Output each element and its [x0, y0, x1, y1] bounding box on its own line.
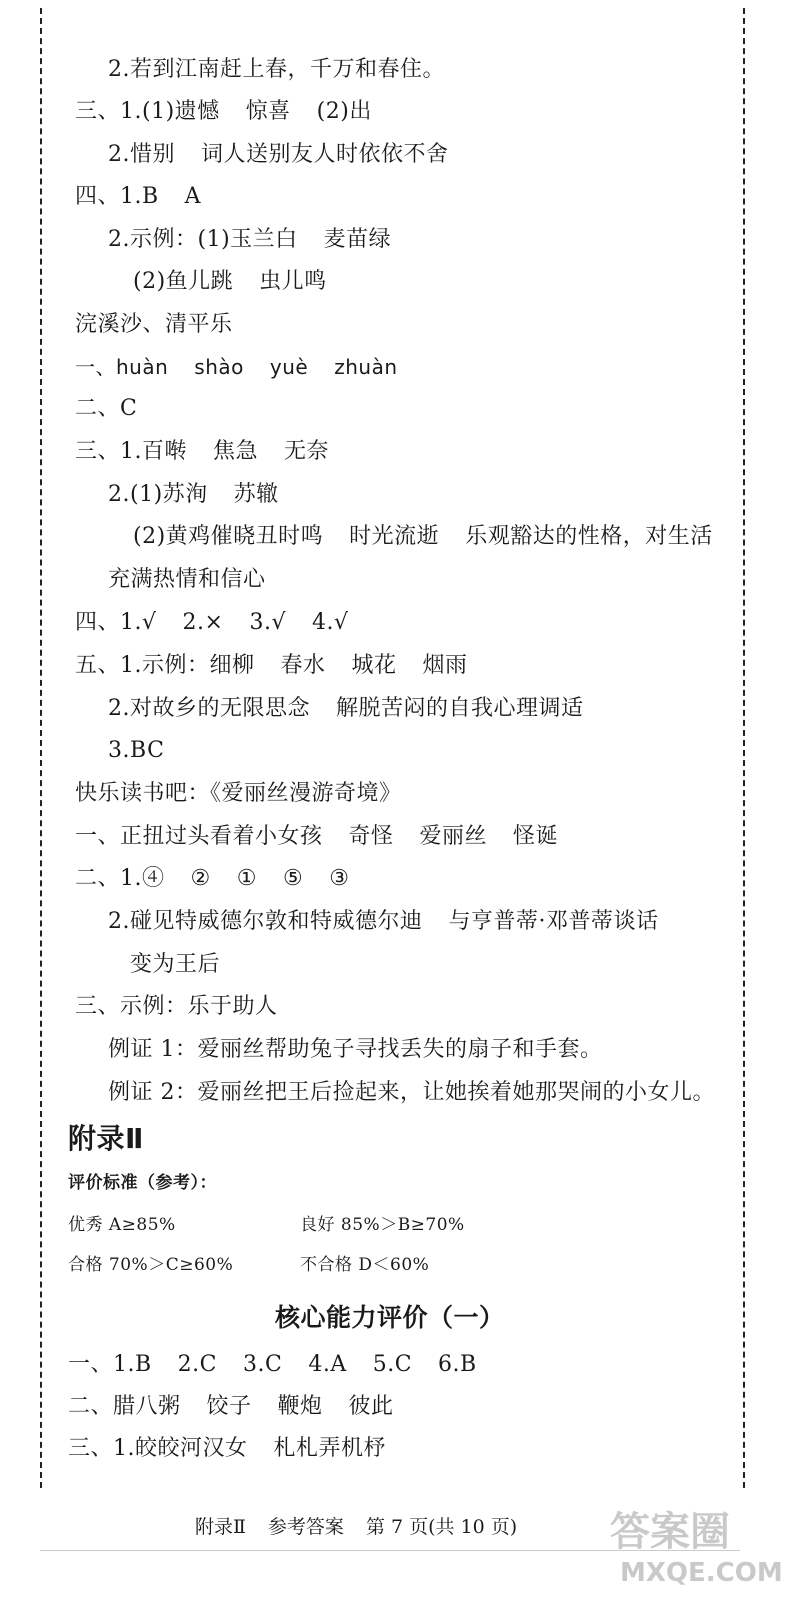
line-text: (2)黄鸡催晓丑时鸣	[133, 524, 324, 549]
line-text: 2.(1)苏洵	[108, 482, 208, 507]
line-text: 2.×	[182, 610, 224, 635]
answer-line	[75, 651, 468, 681]
line-text: 焦急	[213, 439, 259, 464]
line-text: 札札弄机杼	[273, 1436, 387, 1461]
answer-line	[75, 97, 372, 127]
line-text: 充满热情和信心	[108, 567, 266, 592]
answer-line	[75, 864, 349, 894]
line-text: 例证 2：爱丽丝把王后捡起来，让她挨着她那哭闹的小女儿。	[108, 1080, 715, 1105]
line-text: 无奈	[284, 439, 330, 464]
line-text: (2)鱼儿跳	[133, 269, 234, 294]
line-text: 鞭炮	[277, 1394, 323, 1419]
line-text: ②	[190, 866, 211, 891]
line-text: ①	[236, 866, 257, 891]
answer-line	[68, 1392, 394, 1422]
line-text: 惊喜	[245, 99, 291, 124]
line-text: 3.BC	[108, 738, 165, 763]
answer-line	[68, 1434, 386, 1464]
line-text: 浣溪沙、清平乐	[75, 312, 233, 337]
page-footer	[195, 1512, 539, 1539]
answer-line	[108, 225, 391, 255]
line-text: 五、1.示例：细柳	[75, 653, 255, 678]
line-text: 爱丽丝	[419, 824, 488, 849]
grade-pass: 合格 70%＞C≥60%	[68, 1255, 234, 1275]
line-text: 2.示例：(1)玉兰白	[108, 227, 298, 252]
line-text: 彼此	[348, 1394, 394, 1419]
line-text: 虫儿鸣	[259, 269, 327, 294]
grade-good: 良好 85%＞B≥70%	[300, 1215, 465, 1235]
line-text: 2.碰见特威德尔敦和特威德尔迪	[108, 909, 423, 934]
line-text: 词人送别友人时依依不舍	[201, 142, 449, 167]
left-dashed-rule	[40, 8, 42, 1488]
line-text: 5.C	[372, 1352, 413, 1377]
line-text: 四、1.B	[75, 184, 159, 209]
answer-line	[108, 55, 445, 85]
line-text: 与亨普蒂·邓普蒂谈话	[448, 909, 659, 934]
line-text: 3.√	[249, 610, 286, 635]
answer-line	[108, 480, 279, 510]
line-text: 怪诞	[513, 824, 559, 849]
line-text: 4.A	[308, 1352, 347, 1377]
line-text: 变为王后	[130, 952, 221, 977]
answer-line	[75, 992, 278, 1022]
footer-page-number: 第 7 页(共 10 页)	[365, 1516, 518, 1538]
answer-line	[75, 608, 348, 638]
section-heading	[75, 779, 402, 809]
line-text: 饺子	[206, 1394, 252, 1419]
section-heading	[75, 310, 233, 340]
line-text: 三、1.百啭	[75, 439, 187, 464]
line-text: 快乐读书吧：《爱丽丝漫游奇境》	[75, 781, 402, 806]
section-title: 核心能力评价（一）	[275, 1303, 505, 1332]
answer-line	[108, 140, 449, 170]
answer-line	[108, 907, 659, 937]
line-text: 例证 1：爱丽丝帮助兔子寻找丢失的扇子和手套。	[108, 1037, 603, 1062]
line-text: 一、正扭过头看着小女孩	[75, 824, 323, 849]
footer-answer-label: 参考答案	[267, 1516, 344, 1538]
watermark-url: MXQE.COM	[620, 1558, 783, 1588]
line-text: 烟雨	[422, 653, 468, 678]
pinyin-text: shào	[194, 355, 244, 379]
answer-line	[133, 522, 713, 552]
right-dashed-rule	[743, 8, 745, 1488]
pinyin-text: zhuàn	[334, 355, 398, 379]
line-text: 3.C	[243, 1352, 283, 1377]
grade-excellent: 优秀 A≥85%	[68, 1215, 176, 1235]
line-text: 时光流逝	[349, 524, 440, 549]
line-text: 二、腊八粥	[68, 1394, 181, 1419]
line-text: 6.B	[438, 1352, 477, 1377]
line-text: 解脱苦闷的自我心理调适	[336, 696, 584, 721]
line-text: 2.对故乡的无限思念	[108, 696, 310, 721]
answer-line	[75, 437, 329, 467]
watermark	[600, 1500, 783, 1595]
answer-line	[75, 394, 137, 424]
pinyin-text: 一、huàn	[75, 355, 169, 379]
answer-line	[75, 182, 201, 212]
answer-line	[108, 565, 266, 595]
line-text: 乐观豁达的性格，对生活	[465, 524, 713, 549]
line-text: 城花	[351, 653, 397, 678]
line-text: ③	[329, 866, 350, 891]
line-text: 四、1.√	[75, 610, 157, 635]
answer-line	[75, 822, 558, 852]
line-text: 2.C	[177, 1352, 217, 1377]
answer-line	[108, 1035, 603, 1065]
answer-line	[75, 352, 398, 383]
line-text: 4.√	[311, 610, 349, 635]
line-text: 春水	[280, 653, 326, 678]
line-text: ⑤	[282, 866, 304, 891]
line-text: 三、1.(1)遗憾	[75, 99, 220, 124]
pinyin-text: yuè	[269, 355, 309, 379]
line-text: 2.惜别	[108, 142, 175, 167]
answer-line	[108, 694, 584, 724]
line-text: 苏辙	[233, 482, 279, 507]
line-text: 二、C	[75, 396, 138, 421]
line-text: A	[184, 184, 202, 209]
appendix-title: 附录Ⅱ	[68, 1122, 144, 1155]
line-text: 一、1.B	[68, 1352, 152, 1377]
line-text: (2)出	[316, 99, 372, 124]
line-text: 2.若到江南赶上春，千万和春住。	[108, 57, 445, 82]
answer-line	[108, 736, 164, 766]
line-text: 麦苗绿	[323, 227, 392, 252]
answer-line	[133, 267, 327, 297]
line-text: 奇怪	[348, 824, 394, 849]
answer-line	[108, 1078, 715, 1108]
line-text: 二、1.④	[75, 866, 165, 891]
answer-line	[68, 1350, 477, 1380]
answer-line	[130, 950, 220, 980]
line-text: 三、示例：乐于助人	[75, 994, 278, 1019]
line-text: 三、1.皎皎河汉女	[68, 1436, 248, 1461]
footer-appendix: 附录Ⅱ	[195, 1516, 246, 1538]
criteria-label: 评价标准（参考）：	[68, 1173, 217, 1193]
grade-fail: 不合格 D＜60%	[300, 1255, 430, 1275]
watermark-main: 答案圈	[610, 1509, 730, 1555]
